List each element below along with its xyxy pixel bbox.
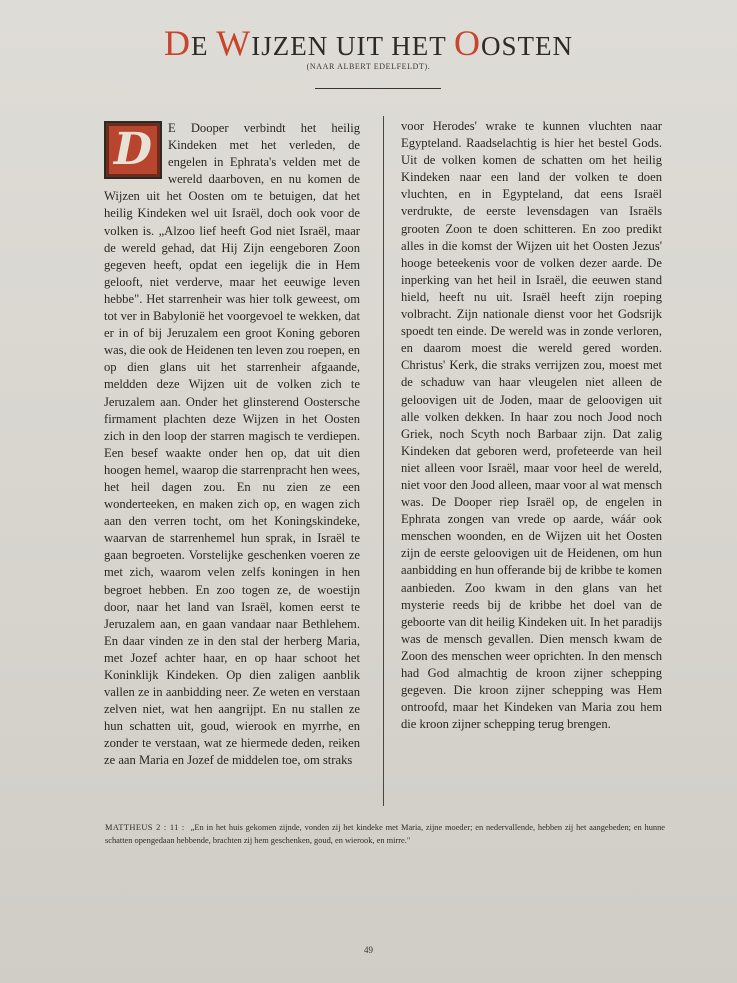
page-number: 49 [364, 945, 373, 955]
title-initial-w: W [216, 23, 252, 63]
title-part-2: IJZEN UIT HET [251, 31, 454, 61]
left-column [104, 120, 360, 770]
footnote-reference: MATTHEUS 2 : 11 : [105, 823, 185, 832]
dropcap-letter: D [113, 124, 153, 176]
right-column [401, 118, 662, 733]
column-divider [383, 116, 384, 806]
title-initial-o: O [453, 23, 481, 63]
ornamental-dropcap [104, 121, 162, 179]
right-column-text: voor Herodes' wrake te kunnen vluchten naar Egypteland. Raadselachtig is hier het bestel Gods. Uit de volken komen de schatten om het heilig Kindeken naar een land der volken te doen vluchten, en in Egypteland, dat eens Israël verdrukte, de eerste levensdagen van Israëls grooten Zoon te doen schitteren. En zoo predikt alles in die komst der Wijzen uit het Oosten Jezus' hooge beteekenis voor de volken dezer aarde. De inperking van het heil in Israël, die eeuwen stand hield, heeft nu uit. Israël heeft zijn roeping volbracht. Zijn nationale dienst voor het Godsrijk spoedt ten einde. De wereld was in zonde verloren, en daarom moest die wereld gered worden. Christus' Kerk, die straks verrijzen zou, moest met de schaduw van haar vleugelen niet alleen de geloovigen uit de Joden, maar de geloovigen uit alle volken dekken. In haar zou noch Jood noch Griek, noch Scyth noch Barbaar zijn. Dat zalig Kindeken dat geboren werd, profeteerde van heil niet alleen voor Israël, maar voor heel de wereld, niet voor den Jood alleen, maar voor al wat mensch was. De Dooper riep Israël op, de engelen in Ephrata zongen van vrede op aarde, wáár ook menschen woonden, en de Wijzen uit het Oosten zijn de eerste geloovigen uit de Heidenen, om hun aanbidding en hun offerande bij de kribbe te komen aanbieden. Zoo kwam in den glans van het mysterie reeds bij de kribbe het doel van de geboorte van dit heilig Kindeken uit. In het paradijs was de mensch gevallen. Dien mensch kwam de Zoon des menschen weer oprichten. In den mensch had God almachtig de kroon zijner schepping gegeven. Die kroon zijner schepping was Hem ontroofd, maar het Kindeken van Maria zou hem die kroon zijner schepping terug brengen. [401, 119, 662, 732]
page-title [0, 22, 737, 64]
title-initial-d: D [164, 23, 192, 63]
footnote-text: „En in het huis gekomen zijnde, vonden zij het kindeke met Maria, zijne moeder; en nedervallende, hebben zij het aangebeden; en hunne schatten opengedaan hebbende, brachten zij hem geschenken, goud, en wierook, en mirre." [105, 823, 665, 845]
page-subtitle: (NAAR ALBERT EDELFELDT). [306, 62, 431, 71]
title-part-3: OSTEN [480, 31, 573, 61]
left-column-text: E Dooper verbindt het heilig Kindeken met het verleden, de engelen in Ephrata's velden met de wereld daarboven, en nu komen de Wijzen uit het Oosten om te betuigen, dat het heilig Kindeken wel uit Israël, doch ook voor de volken is. „Alzoo lief heeft God niet Israël, maar de wereld gehad, dat Hij Zijn eengeboren Zoon gegeven heeft, opdat een iegelijk die in Hem gelooft, niet verderve, maar het eeuwige leven hebbe". Het starrenheir was hier tolk geweest, om tot ver in Babylonië het voorgevoel te wekken, dat er in of bij Jeruzalem een groot Koning geboren was, die ook de Heidenen ten leven zou roepen, en op dien glans uit het starrenheir afgaande, meldden deze Wijzen uit de volken zich te Jeruzalem aan. Onder het glinsterend Oostersche firmament plachten deze Wijzen in het Oosten zich in den loop der starren magisch te verdiepen. Een besef waakte onder hen op, dat uit dien hoogen hemel, waarop die starrenpracht hen wees, het heil dagen zou. En nu zien ze een wonderteeken, en maken zich op, en wagen zich aan den verren tocht, om het Koningskindeke, waarvan de starrenhemel hun sprak, in Israël te gaan begroeten. Vorstelijke geschenken voeren ze met zich, waarom velen zelfs koningen in hen begroet hebben. En zoo togen ze, de woestijn door, naar het land van Israël, komen eerst te Jeruzalem aan, en gaan vandaar naar Bethlehem. En daar vinden ze in den stal der herberg Maria, met Jozef achter haar, en op haar schoot het Koninklijk Kindeken. Op dien zaligen aanblik vallen ze in aanbidding neer. Ze weten en verstaan zelven niet, wat hen aangrijpt. En nu stallen ze hun schatten uit, goud, wierook en myrrhe, en zonder te verstaan, wat ze hiermede deden, reiken ze aan Maria en Jozef de middelen toe, om straks [104, 121, 360, 768]
scripture-footnote [105, 821, 665, 847]
title-part-1: E [191, 31, 217, 61]
title-rule [315, 88, 441, 89]
